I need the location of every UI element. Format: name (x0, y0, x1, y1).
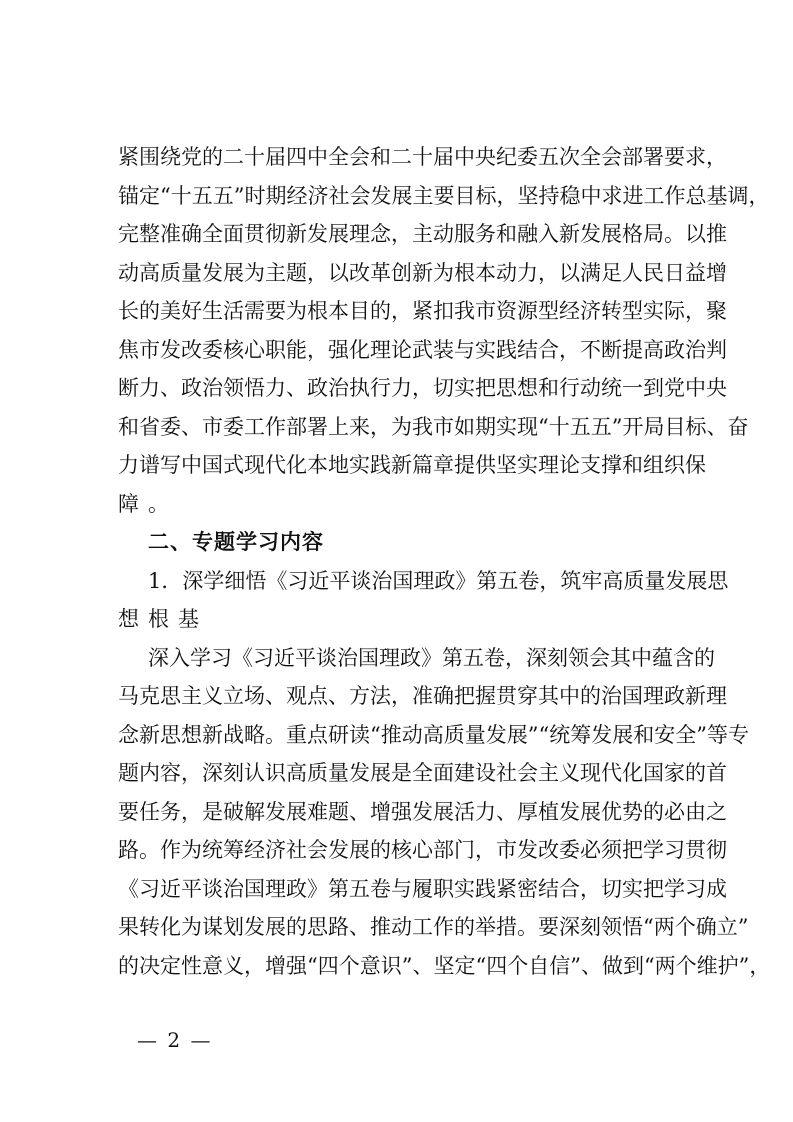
section-heading (118, 523, 678, 562)
page-number: — 2 — (137, 1028, 213, 1052)
text-line: 念新思想新战略。重点研读“推动高质量发展”“统筹发展和安全”等专 (118, 722, 749, 747)
text-line: 要任务，是破解发展难题、增强发展活力、厚植发展优势的必由之 (118, 799, 727, 824)
text-line: 题内容，深刻认识高质量发展是全面建设社会主义现代化国家的首 (118, 761, 727, 785)
text-line: 和省委、市委工作部署上来，为我市如期实现“十五五”开局目标、奋 (118, 414, 749, 439)
text-line: 深入学习《习近平谈治国理政》第五卷，深刻领会其中蕴含的 (148, 645, 715, 670)
text-line: 完整准确全面贯彻新发展理念，主动服务和融入新发展格局。以推 (118, 222, 727, 246)
text-line: 路。作为统筹经济社会发展的核心部门，市发改委必须把学习贯彻 (118, 838, 727, 862)
paragraph (118, 138, 770, 523)
text-line: 果转化为谋划发展的思路、推动工作的举措。要深刻领悟“两个确立” (118, 915, 749, 939)
text-line: 想根基 (118, 607, 208, 631)
text-line: 二、专题学习内容 (148, 530, 324, 554)
document-body (118, 138, 771, 985)
text-line: 障。 (118, 491, 178, 516)
text-line: 动高质量发展为主题，以改革创新为根本动力，以满足人民日益增 (118, 260, 727, 285)
subsection-heading (118, 562, 729, 639)
text-line: 《习近平谈治国理政》第五卷与履职实践紧密结合，切实把学习成 (118, 876, 727, 901)
text-line: 长的美好生活需要为根本目的，紧扣我市资源型经济转型实际，聚 (118, 299, 727, 323)
paragraph (118, 639, 771, 986)
text-line: 紧围绕党的二十届四中全会和二十届中央纪委五次全会部署要求， (118, 145, 727, 169)
text-line: 的决定性意义，增强“四个意识”、坚定“四个自信”、做到“两个维护”， (118, 953, 771, 978)
text-line: 锚定“十五五”时期经济社会发展主要目标，坚持稳中求进工作总基调， (118, 183, 770, 208)
text-line: 断力、政治领悟力、政治执行力，切实把思想和行动统一到党中央 (118, 376, 727, 400)
text-line: 1．深学细悟《习近平谈治国理政》第五卷，筑牢高质量发展思 (148, 568, 729, 593)
text-line: 焦市发改委核心职能，强化理论武装与实践结合，不断提高政治判 (118, 337, 727, 362)
text-line: 马克思主义立场、观点、方法，准确把握贯穿其中的治国理政新理 (118, 684, 727, 708)
text-line: 力谱写中国式现代化本地实践新篇章提供坚实理论支撑和组织保 (118, 453, 706, 477)
